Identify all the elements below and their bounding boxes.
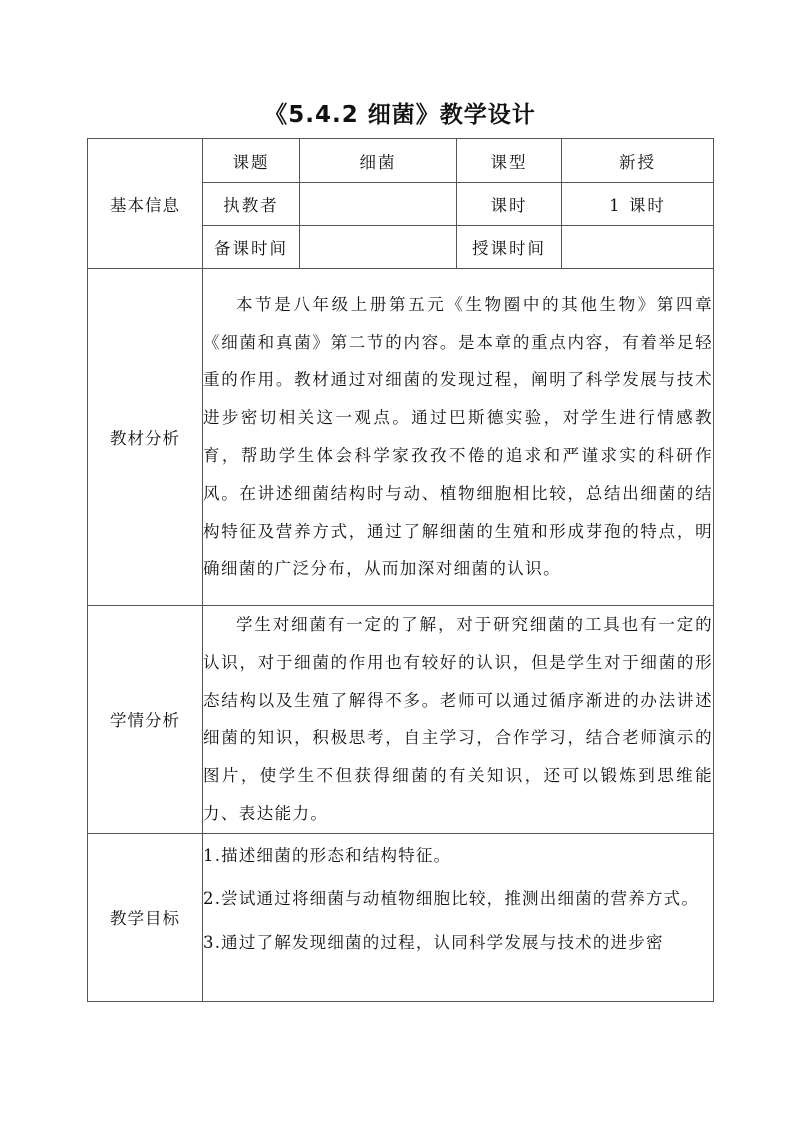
list-item: 3.通过了解发现细菌的过程，认同科学发展与技术的进步密	[203, 932, 664, 952]
textbook-analysis-label: 教材分析	[88, 269, 203, 606]
list-item: 2.尝试通过将细菌与动植物细胞比较，推测出细菌的营养方式。	[203, 889, 700, 909]
teach-time-value	[562, 226, 714, 269]
basic-info-label: 基本信息	[88, 139, 203, 269]
table-row	[88, 606, 714, 834]
lesson-type-value: 新授	[562, 139, 714, 183]
period-value: 1 课时	[562, 183, 714, 226]
prep-time-value	[300, 226, 457, 269]
student-analysis-cell	[203, 606, 714, 834]
table-row	[88, 269, 714, 606]
student-analysis-label: 学情分析	[88, 606, 203, 834]
list-item: 1.描述细菌的形态和结构特征。	[203, 845, 452, 865]
lesson-plan-table	[87, 138, 714, 1002]
student-analysis-text: 学生对细菌有一定的了解，对于研究细菌的工具也有一定的认识，对于细菌的作用也有较好的认识，但是学生对于细菌的形态结构以及生殖了解得不多。老师可以通过循序渐进的办法讲述细菌的知识，积极思考，自主学习，合作学习，结合老师演示的图片，使学生不但获得细菌的有关知识，还可以锻炼到思维能力、表达能力。	[203, 615, 713, 823]
topic-value: 细菌	[300, 139, 457, 183]
teacher-label: 执教者	[203, 183, 300, 226]
period-label: 课时	[457, 183, 562, 226]
document-title: 《5.4.2 细菌》教学设计	[264, 102, 536, 128]
table-row	[88, 139, 714, 183]
textbook-analysis-cell	[203, 269, 714, 606]
prep-time-label: 备课时间	[203, 226, 300, 269]
topic-label: 课题	[203, 139, 300, 183]
teaching-goals-label: 教学目标	[88, 833, 203, 1001]
teacher-value	[300, 183, 457, 226]
textbook-analysis-text: 本节是八年级上册第五元《生物圈中的其他生物》第四章《细菌和真菌》第二节的内容。是本章的重点内容，有着举足轻重的作用。教材通过对细菌的发现过程，阐明了科学发展与技术进步密切相关这一观点。通过巴斯德实验，对学生进行情感教育，帮助学生体会科学家孜孜不倦的追求和严谨求实的科研作风。在讲述细菌结构时与动、植物细胞相比较，总结出细菌的结构特征及营养方式，通过了解细菌的生殖和形成芽孢的特点，明确细菌的广泛分布，从而加深对细菌的认识。	[203, 294, 713, 579]
teaching-goals-cell	[203, 833, 714, 1001]
teach-time-label: 授课时间	[457, 226, 562, 269]
table-row	[88, 833, 714, 1001]
lesson-type-label: 课型	[457, 139, 562, 183]
